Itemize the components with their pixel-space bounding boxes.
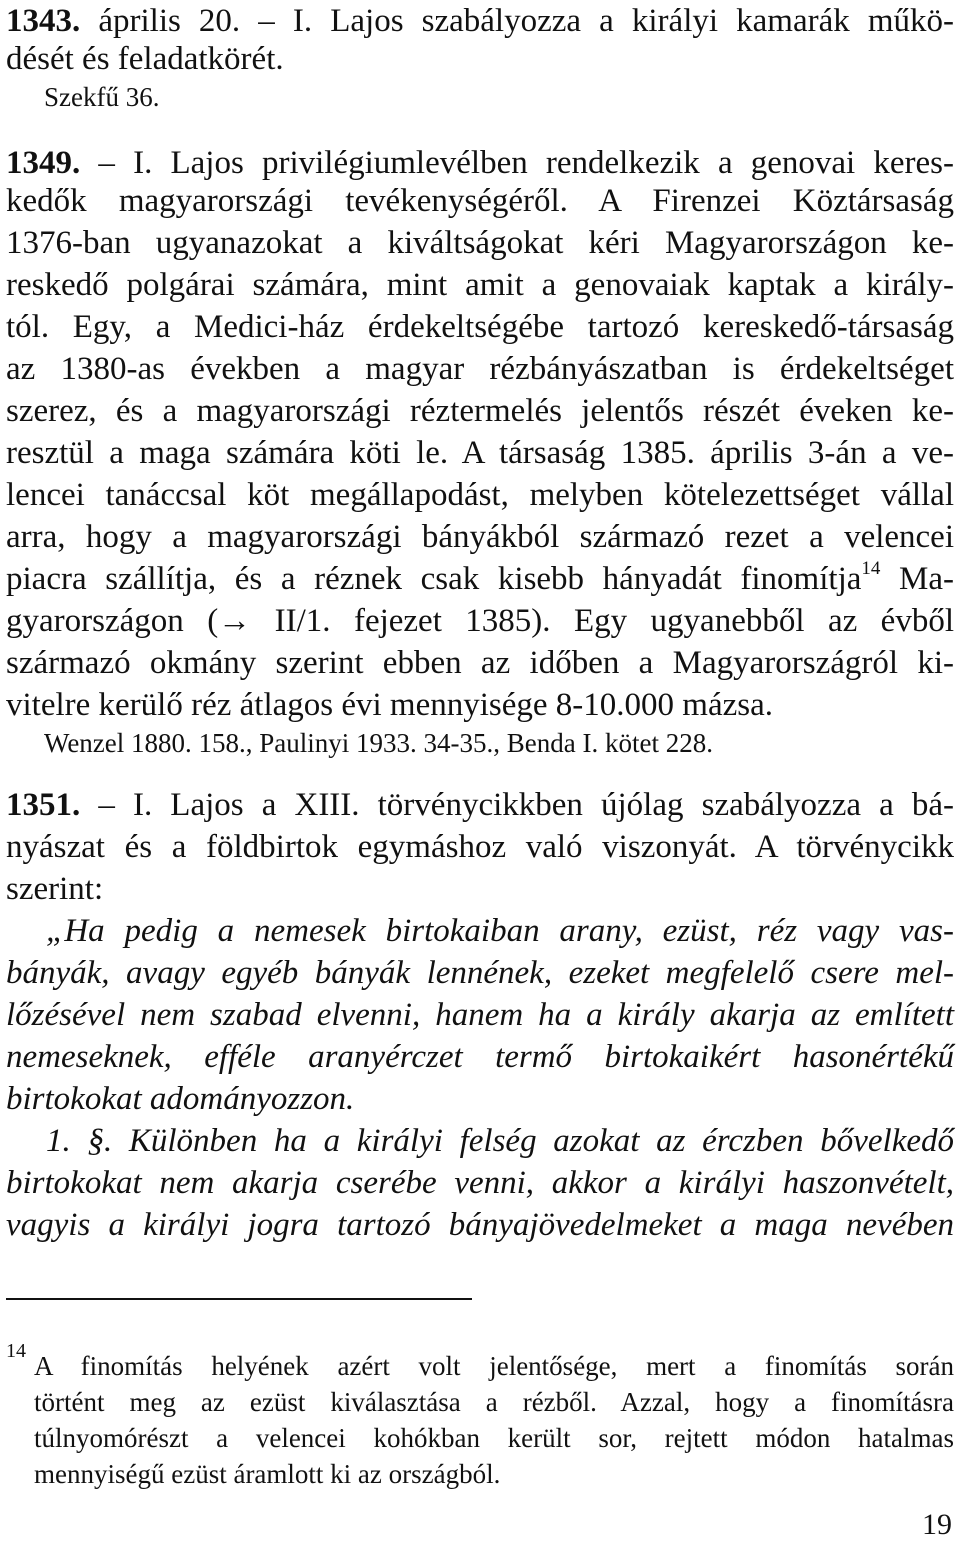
- entry-1343-line-1: 1343. április 20. – I. Lajos szabályozza a királyi kamarák műkö-: [6, 3, 954, 39]
- page-number: 19: [922, 1508, 952, 1541]
- entry-1343-source: Szekfű 36.: [44, 82, 160, 112]
- quote-line-7: birtokokat nem akarja cserébe venni, akkor a királyi haszonvételt,: [6, 1165, 954, 1201]
- entry-1349-line-11: piacra szállítja, és a réznek csak kisebb hányadát finomítja$^{14}$ Ma-: [6, 558, 954, 597]
- entry-1351-line-3: szerint:: [6, 871, 104, 907]
- entry-1349-line-2: kedők magyarországi tevékenységéről. A Firenzei Köztársaság: [6, 183, 954, 219]
- footnote-mark: 14: [6, 1340, 26, 1362]
- entry-year: 1351.: [6, 787, 81, 823]
- quote-line-8: vagyis a királyi jogra tartozó bányajövedelmeket a maga nevében: [6, 1207, 954, 1243]
- entry-1349-line-6: az 1380-as években a magyar rézbányászatban is érdekeltséget: [6, 351, 954, 387]
- entry-1349-line-5: tól. Egy, a Medici-ház érdekeltségébe tartozó kereskedő-társaság: [6, 309, 954, 345]
- footnote-line-2: történt meg az ezüst kiválasztása a rézből. Azzal, hogy a finomításra: [34, 1387, 954, 1417]
- entry-1349-line-4: reskedő polgárai számára, mint amit a genovaiak kaptak a király-: [6, 267, 954, 303]
- entry-1351-line-1: 1351. – I. Lajos a XIII. törvénycikkben újólag szabályozza a bá-: [6, 787, 954, 823]
- entry-1349-line-1: 1349. – I. Lajos privilégiumlevélben rendelkezik a genovai keres-: [6, 145, 954, 181]
- entry-1349-line-3: 1376-ban ugyanazokat a kiváltságokat kéri Magyarországon ke-: [6, 225, 954, 261]
- entry-1349-line-7: szerez, és a magyarországi réztermelés jelentős részét éveken ke-: [6, 393, 954, 429]
- entry-1343-line-2: dését és feladatkörét.: [6, 41, 284, 77]
- entry-1349-line-12: gyarországon (→ II/1. fejezet 1385). Egy ugyanebből az évből: [6, 603, 954, 639]
- entry-1349-line-9: lencei tanáccsal köt megállapodást, melyben kötelezettséget vállal: [6, 477, 954, 513]
- entry-1349-source: Wenzel 1880. 158., Paulinyi 1933. 34-35., Benda I. kötet 228.: [44, 728, 713, 758]
- entry-1351-line-2: nyászat és a földbirtok egymáshoz való viszonyát. A törvénycikk: [6, 829, 954, 865]
- entry-1349-line-8: resztül a maga számára köti le. A társaság 1385. április 3-án a ve-: [6, 435, 954, 471]
- footnote-line-3: túlnyomórészt a velencei kohókban került sor, rejtett módon hatalmas: [34, 1423, 954, 1453]
- footnote-separator: [6, 1298, 472, 1300]
- entry-year: 1343.: [6, 3, 81, 39]
- quote-line-5: birtokokat adományozzon.: [6, 1081, 355, 1117]
- footnote-line-4: mennyiségű ezüst áramlott ki az országból.: [34, 1459, 501, 1489]
- entry-year: 1349.: [6, 145, 81, 181]
- quote-line-2: bányák, avagy egyéb bányák lennének, ezeket megfelelő csere mel-: [6, 955, 954, 991]
- footnote-line-1: A finomítás helyének azért volt jelentősége, mert a finomítás során: [34, 1351, 954, 1381]
- entry-1349-line-13: származó okmány szerint ebben az időben a Magyarországról ki-: [6, 645, 954, 681]
- quote-line-3: lőzésével nem szabad elvenni, hanem ha a király akarja az említett: [6, 997, 954, 1033]
- entry-1349-line-14: vitelre kerülő réz átlagos évi mennyisége 8-10.000 mázsa.: [6, 687, 773, 723]
- footnote-reference[interactable]: 14: [861, 558, 881, 579]
- entry-1349-line-10: arra, hogy a magyarországi bányákból származó rezet a velencei: [6, 519, 954, 555]
- quote-line-4: nemeseknek, efféle aranyérczet termő birtokaikért hasonértékű: [6, 1039, 954, 1075]
- quote-line-6: 1. §. Különben ha a királyi felség azokat az érczben bővelkedő: [46, 1123, 954, 1159]
- quote-line-1: „Ha pedig a nemesek birtokaiban arany, ezüst, réz vagy vas-: [46, 913, 954, 949]
